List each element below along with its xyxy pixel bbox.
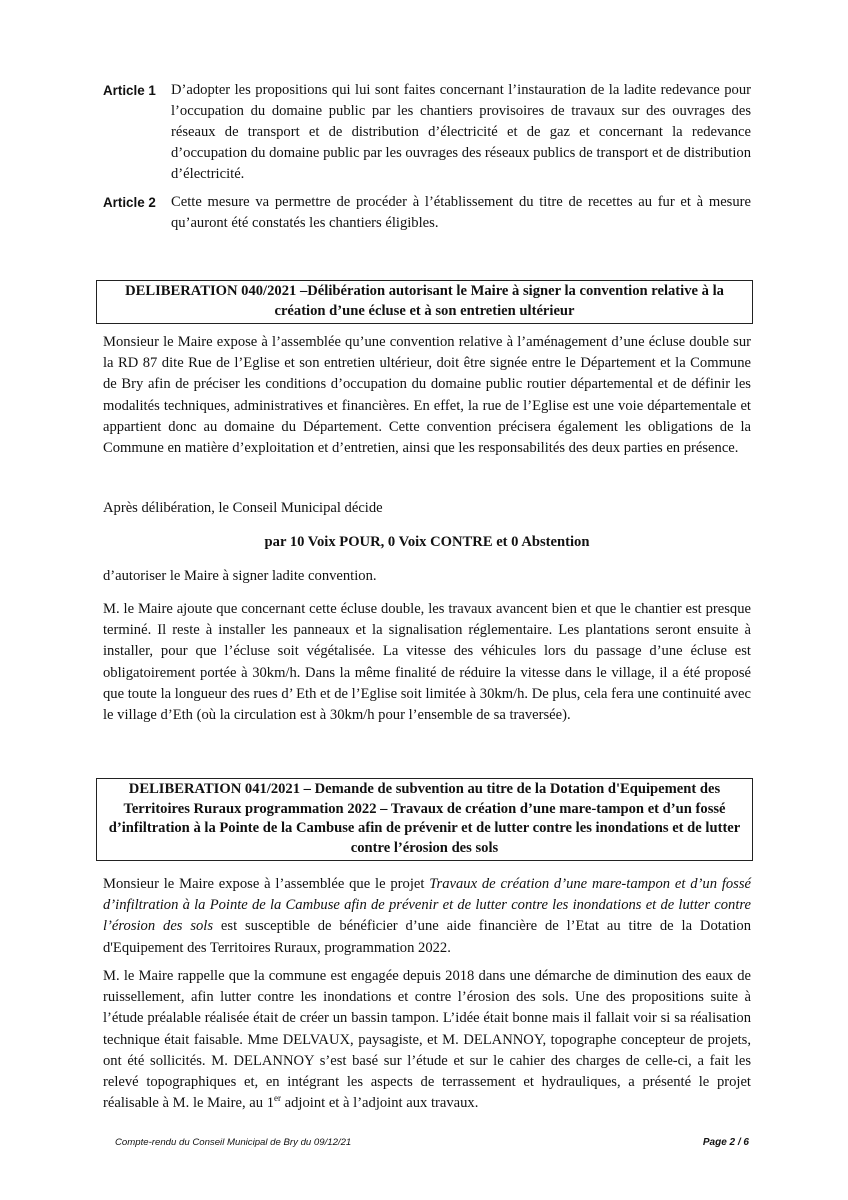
article-2 [103,192,751,234]
deliberation-041-heading: DELIBERATION 041/2021 – Demande de subvention au titre de la Dotation d'Equipement des Territoires Ruraux programmation 2022 – Travaux de création d’une mare-tampon et d’un fossé d’infiltration à la Pointe de la Cambuse afin de prévenir et de lutter contre les inondations et de lutter contre l’érosion des sols [96,778,753,861]
article-label: Article 1 [103,83,156,98]
deliberation-040-note: M. le Maire ajoute que concernant cette écluse double, les travaux avancent bien et que le chantier est presque terminé. Il reste à installer les panneaux et la signalisation réglementaire. Les plantations seront ensuite à installer, pour que l’écluse soit végétalisée. La vitesse des véhicules lors du passage d’une écluse est obligatoirement portée à 30km/h. Dans la même finalité de réduire la vitesse dans le village, il a été proposé que toute la longueur des rues d’ Eth et de l’Eglise soit limitée à 30km/h. De plus, cela fera une continuité avec le village d’Eth (où la circulation est à 30km/h pour l’ensemble de sa traversée). [103,601,751,724]
article-1 [103,80,751,185]
article-text: Cette mesure va permettre de procéder à l’établissement du titre de recettes au fur et à mesure qu’auront été constatés les chantiers éligibles. [171,194,751,231]
intro-end: est susceptible de bénéficier d’une aide financière de l’Etat au titre de la Dotation d'Equipement des Territoires Ruraux, programmation 2022. [103,918,751,956]
page-number: Page 2 / 6 [702,1137,749,1148]
deliberation-041-intro [103,874,751,959]
ordinal-suffix: er [274,1093,281,1104]
deliberation-040-decision: d’autoriser le Maire à signer ladite convention. [103,568,377,584]
deliberation-041-recall [103,966,751,1114]
recall-end: adjoint et à l’adjoint aux travaux. [281,1095,479,1112]
project-title: Travaux de création d’une mare-tampon et d’un fossé d’infiltration à la Pointe de la Cambuse afin de prévenir et de lutter contre les inondations et de lutter contre l’érosion des sols [103,876,752,935]
article-label: Article 2 [103,195,156,210]
deliberation-040-intro: Monsieur le Maire expose à l’assemblée qu’une convention relative à l’aménagement d’une écluse double sur la RD 87 dite Rue de l’Eglise et son entretien ultérieur, doit être signée entre le Département et la Commune de Bry afin de préciser les conditions d’occupation du domaine public routier départemental et de définir les modalités techniques, administratives et financières. En effet, la rue de l’Eglise est une voie départementale et appartient donc au domaine du Département. Cette convention précisera également les obligations de la Commune en matière d’exploitation et d’entretien, ainsi que les responsabilités des deux parties en présence. [103,334,751,457]
article-text: D’adopter les propositions qui lui sont faites concernant l’instauration de la ladite redevance pour l’occupation du domaine public par les chantiers provisoires de travaux sur des ouvrages des réseaux de transport et de distribution d’électricité et de gaz et concernant la redevance d’occupation du domaine public par les ouvrages des réseaux publics de transport et de distribution d’électricité. [171,82,751,182]
deliberation-040-vote: par 10 Voix POUR, 0 Voix CONTRE et 0 Abstention [264,534,590,550]
recall-start: M. le Maire rappelle que la commune est engagée depuis 2018 dans une démarche de diminution des eaux de ruissellement, afin lutter contre les inondations et contre l’érosion des sols. Une des propositions suite à l’étude préalable réalisée était de créer un bassin tampon. L’idée était bonne mais il fallait voir si sa réalisation technique était faisable. Mme DELVAUX, paysagiste, et M. DELANNOY, topographe concepteur de projets, ont été sollicités. M. DELANNOY s’est basé sur l’étude et sur le cahier des charges de celle-ci, a fait les relevé topographiques et, en intégrant les aspects de terrassement et hydrauliques, a présenté le projet réalisable à M. le Maire, au 1 [103,968,751,1112]
intro-start: Monsieur le Maire expose à l’assemblée que le projet [103,876,430,892]
footer-title: Compte-rendu du Conseil Municipal de Bry du 09/12/21 [115,1137,352,1148]
deliberation-040-heading: DELIBERATION 040/2021 –Délibération autorisant le Maire à signer la convention relative à la création d’une écluse et à son entretien ultérieur [96,280,753,324]
deliberation-040-after: Après délibération, le Conseil Municipal décide [103,500,383,516]
